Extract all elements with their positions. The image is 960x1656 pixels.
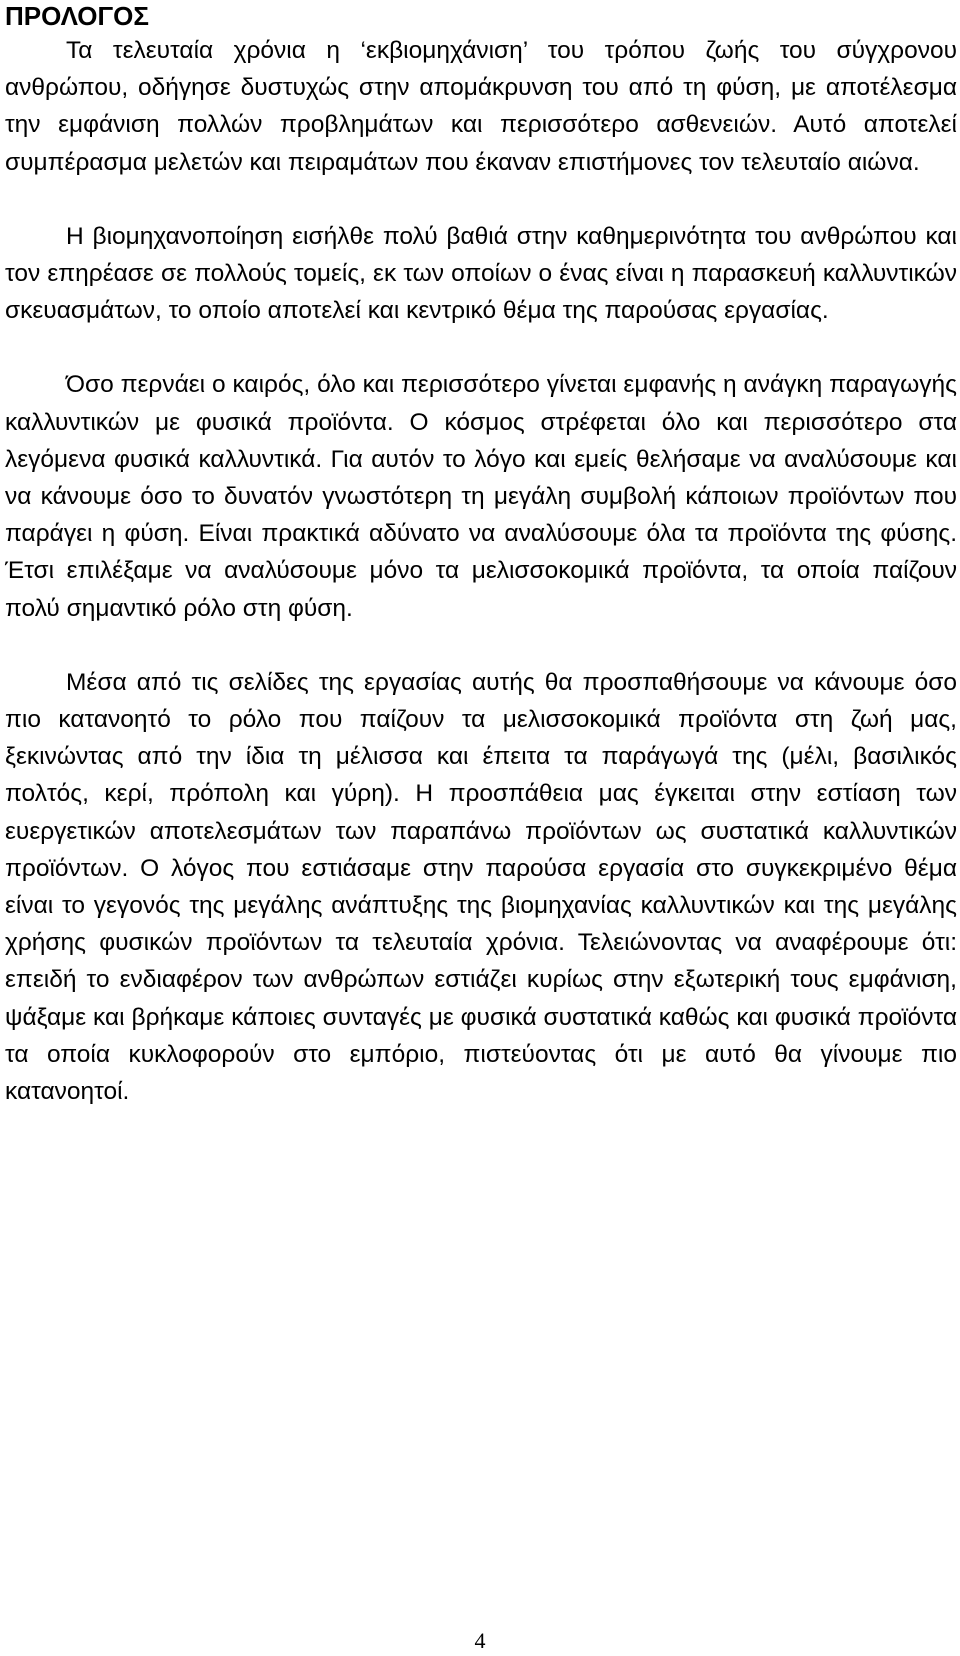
page-number: 4	[474, 1628, 486, 1653]
paragraph-3: Όσο περνάει ο καιρός, όλο και περισσότερο γίνεται εμφανής η ανάγκη παραγωγής καλλυντικών με φυσικά προϊόντα. Ο κόσμος στρέφεται όλο και περισσότερο στα λεγόμενα φυσικά καλλυντικά. Για αυτόν το λόγο και εμείς θελήσαμε να αναλύσουμε και να κάνουμε όσο το δυνατόν γνωστότερη τη μεγάλη συμβολή κάποιων προϊόντων που παράγει η φύση. Είναι πρακτικά αδύνατο να αναλύσουμε όλα τα προϊόντα της φύσης. Έτσι επιλέξαμε να αναλύσουμε μόνο τα μελισσοκομικά προϊόντα, τα οποία παίζουν πολύ σημαντικό ρόλο στη φύση.	[5, 371, 957, 622]
paragraph-4: Μέσα από τις σελίδες της εργασίας αυτής θα προσπαθήσουμε να κάνουμε όσο πιο κατανοητό το ρόλο που παίζουν τα μελισσοκομικά προϊόντα στη ζωή μας, ξεκινώντας από την ίδια τη μέλισσα και έπειτα τα παράγωγά της (μέλι, βασιλικός πολτός, κερί, πρόπολη και γύρη). Η προσπάθεια μας έγκειται στην εστίαση των ευεργετικών αποτελεσμάτων των παραπάνω προϊόντων ως συστατικά καλλυντικών προϊόντων. Ο λόγος που εστιάσαμε στην παρούσα εργασία στο συγκεκριμένο θέμα είναι το γεγονός της μεγάλης ανάπτυξης της βιομηχανίας καλλυντικών και της μεγάλης χρήσης φυσικών προϊόντων τα τελευταία χρόνια. Τελειώνοντας να αναφέρουμε ότι: επειδή το ενδιαφέρον των ανθρώπων εστιάζει κυρίως στην εξωτερική τους εμφάνιση, ψάξαμε και βρήκαμε κάποιες συνταγές με φυσικά συστατικά καθώς και φυσικά προϊόντα τα οποία κυκλοφορούν στο εμπόριο, πιστεύοντας ότι με αυτό θα γίνουμε πιο κατανοητοί.	[5, 668, 957, 1106]
paragraph-2: Η βιομηχανοποίηση εισήλθε πολύ βαθιά στην καθημερινότητα του ανθρώπου και τον επηρέασε σε πολλούς τομείς, εκ των οποίων ο ένας είναι η παρασκευή καλλυντικών σκευασμάτων, το οποίο αποτελεί και κεντρικό θέμα της παρούσας εργασίας.	[5, 222, 957, 325]
paragraph-1: Τα τελευταία χρόνια η ‘εκβιομηχάνιση’ του τρόπου ζωής του σύγχρονου ανθρώπου, οδήγησε δυστυχώς στην απομάκρυνση του από τη φύση, με αποτέλεσμα την εμφάνιση πολλών προβλημάτων και περισσότερο ασθενειών. Αυτό αποτελεί συμπέρασμα μελετών και πειραμάτων που έκαναν επιστήμονες τον τελευταίο αιώνα.	[5, 37, 957, 176]
document-page	[5, 0, 957, 1110]
page-title: ΠΡΟΛΟΓΟΣ	[5, 1, 149, 31]
